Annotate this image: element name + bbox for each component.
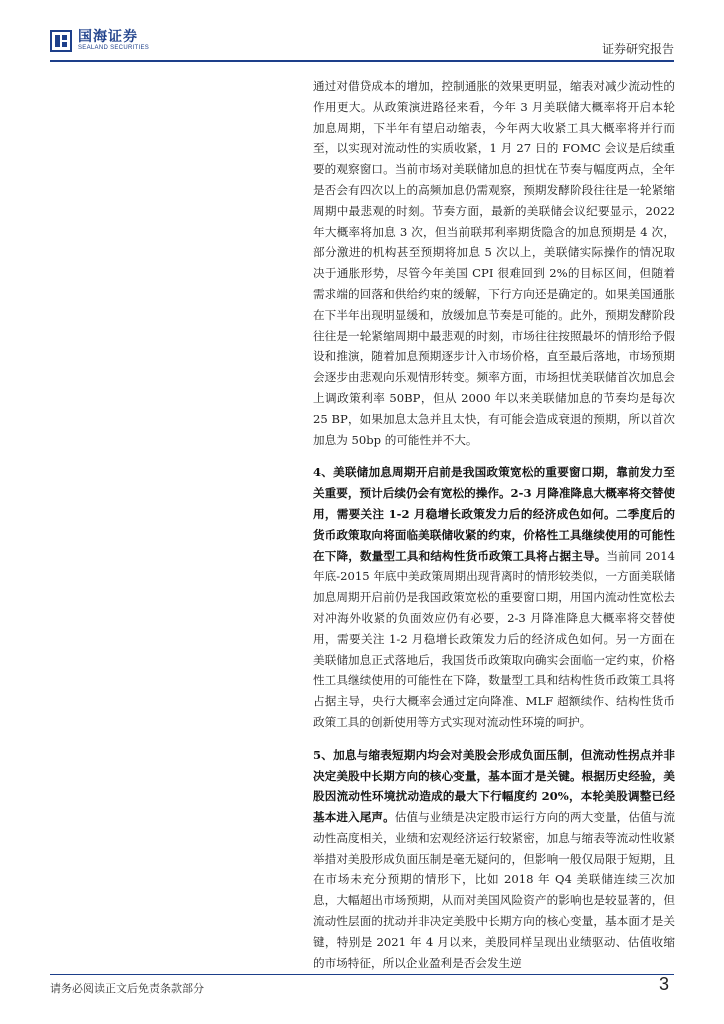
page-header bbox=[0, 0, 724, 62]
page-footer bbox=[0, 962, 724, 1024]
paragraph-2-text: 当前同 2014 年底-2015 年底中美政策周期出现背离时的情形较类似，一方面美联储加息周期开启前仍是我国政策宽松的重要窗口期，用国内流动性宽松去对冲海外收紧的负面效应仍有必要，2-3 月降准降息大概率将交替使用，需要关注 1-2 月稳增长政策发力后的经济成色如何。另一方面在美联储加息正式落地后，我国货币政策取向确实会面临一定约束，价格性工具继续使用的可能性在下降，数量型工具和结构性货币政策工具将占据主导，央行大概率会通过定向降准、MLF 超额续作、结构性货币政策工具的创新使用等方式实现对流动性环境的呵护。 bbox=[313, 548, 675, 729]
footer-divider bbox=[50, 974, 674, 975]
logo-emblem-icon bbox=[50, 30, 72, 52]
body-content bbox=[313, 76, 675, 973]
paragraph-3 bbox=[313, 745, 675, 974]
company-logo bbox=[50, 30, 149, 52]
paragraph-2-lead: 4、美联储加息周期开启前是我国政策宽松的重要窗口期，靠前发力至关重要，预计后续仍会有宽松的操作。2-3 月降准降息大概率将交替使用，需要关注 1-2 月稳增长政策发力后的经济成色如何。二季度后的货币政策取向将面临美联储收紧的约束，价格性工具继续使用的可能性在下降，数量型工具和结构性货币政策工具将占据主导。 bbox=[313, 465, 675, 563]
paragraph-1 bbox=[313, 76, 675, 450]
page-number: 3 bbox=[658, 974, 669, 994]
logo-english-name: SEALAND SECURITIES bbox=[78, 45, 150, 51]
header-divider bbox=[50, 60, 674, 62]
paragraph-1-text: 通过对借贷成本的增加，控制通胀的效果更明显，缩表对减少流动性的作用更大。从政策演进路径来看，今年 3 月美联储大概率将开启本轮加息周期，下半年有望启动缩表，今年两大收紧工具大概率将并行而至，以实现对流动性的实质收紧，1 月 27 日的 FOMC 会议是后续重要的观察窗口。当前市场对美联储加息的担忧在节奏与幅度两点，全年是否会有四次以上的高频加息仍需观察，预期发酵阶段往往是一轮紧缩周期中最悲观的时刻。节奏方面，最新的美联储会议纪要显示，2022 年大概率将加息 3 次，但当前联邦利率期货隐含的加息预期是 4 次，部分激进的机构甚至预期将加息 5 次以上，美联储实际操作的情况取决于通胀形势，尽管今年美国 CPI 很难回到 2%的目标区间，但随着需求端的回落和供给约束的缓解，下行方向还是确定的。如果美国通胀在下半年出现明显缓和，放缓加息节奏是可能的。此外，预期发酵阶段往往是一轮紧缩周期中最悲观的时刻，市场往往按照最坏的情形给予假设和推演，随着加息预期逐步计入市场价格，直至最后落地，市场预期会逐步由悲观向乐观情形转变。频率方面，市场担忧美联储首次加息会上调政策利率 50BP，但从 2000 年以来美联储加息的节奏均是每次 25 BP，如果加息太急并且太快，有可能会造成衰退的预期，所以首次加息为 50bp 的可能性并不大。 bbox=[313, 79, 675, 447]
paragraph-2 bbox=[313, 462, 675, 732]
disclaimer-text: 请务必阅读正文后免责条款部分 bbox=[50, 982, 204, 995]
paragraph-3-text: 估值与业绩是决定股市运行方向的两大变量，估值与流动性高度相关，业绩和宏观经济运行较紧密，加息与缩表等流动性收紧举措对美股形成负面压制是毫无疑问的，但影响一般仅局限于短期，且在市场未充分预期的情形下，比如 2018 年 Q4 美联储连续三次加息，大幅超出市场预期，从而对美国风险资产的影响也是较显著的，但流动性层面的扰动并非决定美股中长期方向的核心变量，基本面才是关键，特别是 2021 年 4 月以来，美股同样呈现出业绩驱动、估值收缩的市场特征，所以企业盈利是否会发生逆 bbox=[313, 810, 675, 970]
report-type-label: 证券研究报告 bbox=[601, 42, 674, 56]
logo-chinese-name: 国海证券 bbox=[78, 29, 138, 45]
paragraph-3-lead: 5、加息与缩表短期内均会对美股会形成负面压制，但流动性拐点并非决定美股中长期方向的核心变量，基本面才是关键。根据历史经验，美股因流动性环境扰动造成的最大下行幅度约 20%，本轮美股调整已经基本进入尾声。 bbox=[313, 747, 675, 825]
